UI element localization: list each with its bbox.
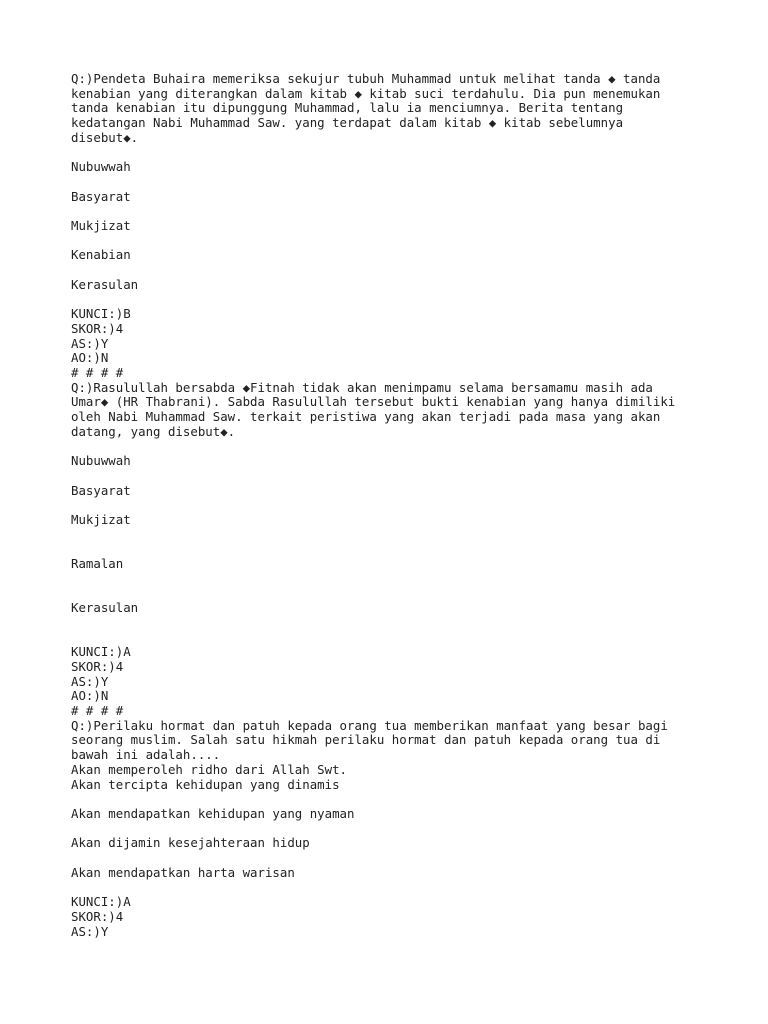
question-2-option-4: Ramalan [71,556,124,572]
question-1-option-2: Basyarat [71,188,131,204]
question-3-option-1: Akan mendapatkan kehidupan yang nyaman [71,805,355,821]
question-1-option-4: Kenabian [71,247,131,263]
question-3-option-3: Akan mendapatkan harta warisan [71,864,295,880]
document-page [71,72,721,939]
question-3-answer-meta: KUNCI:)A SKOR:)4 AS:)Y [71,894,131,939]
question-3-text: Q:)Perilaku hormat dan patuh kepada orang tua memberikan manfaat yang besar bagi seorang muslim. Salah satu hikmah perilaku hormat dan patuh kepada orang tua di bawah ini adalah.... Akan memperoleh ridho dari Allah Swt. Akan tercipta kehidupan yang dinamis [71,717,668,792]
question-1-option-1: Nubuwwah [71,159,131,175]
question-1-option-5: Kerasulan [71,276,139,292]
question-3-option-2: Akan dijamin kesejahteraan hidup [71,835,310,851]
question-2-text: Q:)Rasulullah bersabda ◆Fitnah tidak akan menimpamu selama bersamamu masih ada Umar◆ (HR Thabrani). Sabda Rasulullah tersebut bukti kenabian yang hanya dimiliki oleh Nabi Muhammad Saw. terkait peristiwa yang akan terjadi pada masa yang akan datang, yang disebut◆. [71,379,676,439]
question-2-answer-meta: KUNCI:)A SKOR:)4 AS:)Y AO:)N # # # # [71,644,131,719]
question-2-option-2: Basyarat [71,482,131,498]
question-1-option-3: Mukjizat [71,217,131,233]
question-2-option-5: Kerasulan [71,600,139,616]
question-1-answer-meta: KUNCI:)B SKOR:)4 AS:)Y AO:)N # # # # [71,306,131,380]
question-1-text: Q:)Pendeta Buhaira memeriksa sekujur tubuh Muhammad untuk melihat tanda ◆ tanda kenabian yang diterangkan dalam kitab ◆ kitab suci terdahulu. Dia pun menemukan tanda kenabian itu dipunggung Muhammad, lalu ia menciumnya. Berita tentang kedatangan Nabi Muhammad Saw. yang terdapat dalam kitab ◆ kitab sebelumnya disebut◆. [71,71,661,145]
question-2-option-3: Mukjizat [71,511,131,527]
question-2-option-1: Nubuwwah [71,453,131,469]
